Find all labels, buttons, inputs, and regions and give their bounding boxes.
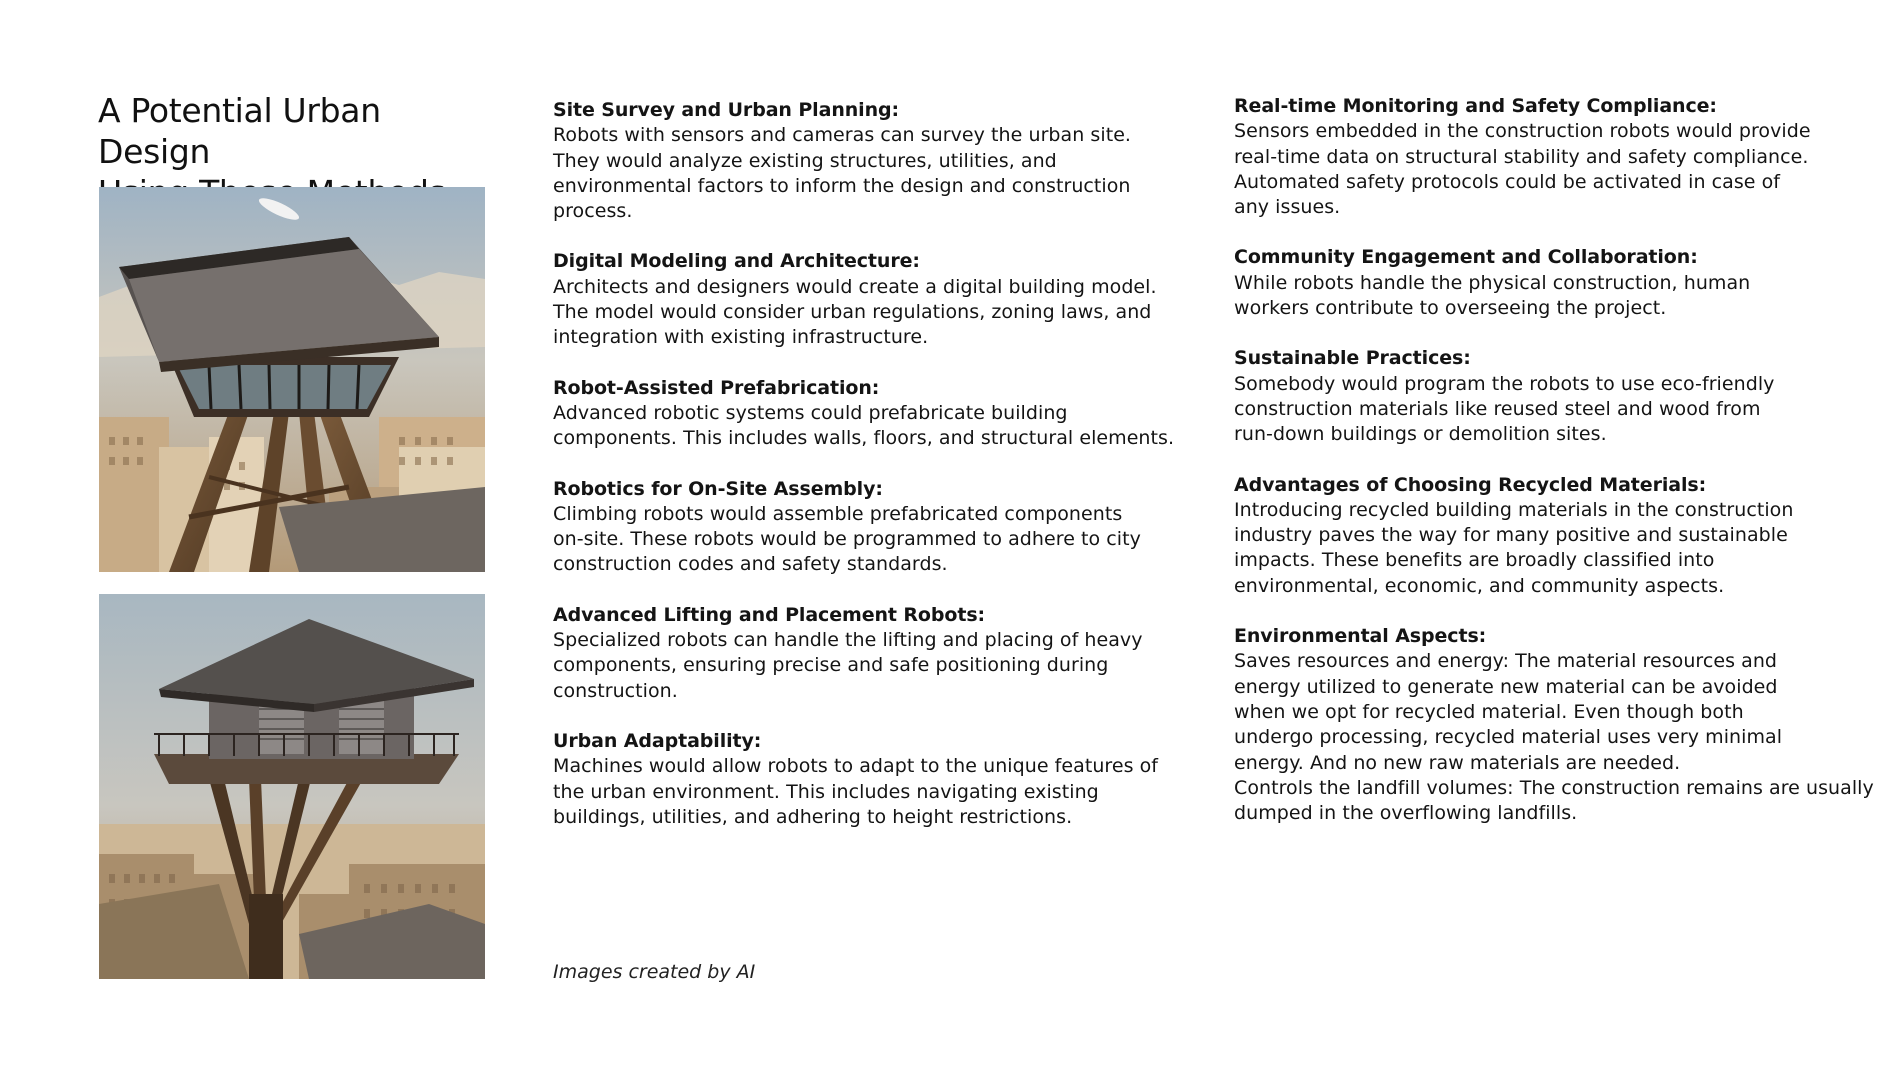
methods-column-right xyxy=(1234,94,1894,851)
building-model-icon xyxy=(99,594,485,979)
section-body-line: buildings, utilities, and adhering to height restrictions. xyxy=(553,805,1073,828)
section-body-line: construction materials like reused steel and wood from xyxy=(1234,397,1761,420)
section-body-line: Specialized robots can handle the lifting and placing of heavy xyxy=(553,629,1143,652)
section-body-line: Saves resources and energy: The material resources and xyxy=(1234,650,1778,673)
section-heading: Robot-Assisted Prefabrication: xyxy=(553,376,880,399)
section-body-line: components. This includes walls, floors, and structural elements. xyxy=(553,427,1175,450)
section-body-line: run-down buildings or demolition sites. xyxy=(1234,423,1607,446)
building-model-icon xyxy=(99,187,485,572)
section-body-line: real-time data on structural stability and safety compliance. xyxy=(1234,145,1809,168)
section-body-line: process. xyxy=(553,200,633,223)
section-body-line: any issues. xyxy=(1234,196,1341,219)
section-heading: Advanced Lifting and Placement Robots: xyxy=(553,603,986,626)
text-section xyxy=(1234,346,1894,447)
section-body-line: the urban environment. This includes navigating existing xyxy=(553,780,1099,803)
section-body-line: Controls the landfill volumes: The construction remains are usually xyxy=(1234,776,1874,799)
text-section xyxy=(553,249,1193,350)
image-credit: Images created by AI xyxy=(553,961,756,983)
section-body-line: on-site. These robots would be programmed to adhere to city xyxy=(553,528,1141,551)
section-body-line: Sensors embedded in the construction robots would provide xyxy=(1234,120,1811,143)
section-heading: Environmental Aspects: xyxy=(1234,625,1487,648)
section-body-line: integration with existing infrastructure. xyxy=(553,326,929,349)
text-section xyxy=(553,376,1193,452)
section-heading: Digital Modeling and Architecture: xyxy=(553,250,920,273)
section-heading: Community Engagement and Collaboration: xyxy=(1234,246,1698,269)
text-section xyxy=(1234,624,1894,826)
section-body-line: energy. And no new raw materials are needed. xyxy=(1234,751,1681,774)
text-section xyxy=(1234,94,1894,220)
section-body-line: Machines would allow robots to adapt to the unique features of xyxy=(553,755,1159,778)
section-body-line: While robots handle the physical construction, human xyxy=(1234,271,1751,294)
section-body-line: when we opt for recycled material. Even though both xyxy=(1234,700,1744,723)
section-heading: Real-time Monitoring and Safety Compliance: xyxy=(1234,95,1717,117)
section-body-line: construction codes and safety standards. xyxy=(553,553,948,576)
elevated-glass-building-model-illustration xyxy=(99,187,485,572)
section-body-line: industry paves the way for many positive and sustainable xyxy=(1234,524,1788,547)
section-body-line: Advanced robotic systems could prefabricate building xyxy=(553,401,1068,424)
section-heading: Site Survey and Urban Planning: xyxy=(553,99,900,121)
text-section xyxy=(1234,245,1894,321)
section-body-line: environmental, economic, and community aspects. xyxy=(1234,574,1725,597)
page-title-line-1: A Potential Urban Design xyxy=(98,91,381,171)
section-body-line: Automated safety protocols could be activated in case of xyxy=(1234,170,1781,193)
text-section xyxy=(553,729,1193,830)
section-body-line: They would analyze existing structures, utilities, and xyxy=(553,149,1057,172)
section-body-line: impacts. These benefits are broadly classified into xyxy=(1234,549,1715,572)
methods-column-middle xyxy=(553,98,1193,855)
text-section xyxy=(553,477,1193,578)
section-heading: Robotics for On-Site Assembly: xyxy=(553,477,883,500)
text-section xyxy=(1234,473,1894,599)
section-body-line: Somebody would program the robots to use eco-friendly xyxy=(1234,372,1775,395)
section-body-line: energy utilized to generate new material can be avoided xyxy=(1234,675,1778,698)
section-body-line: environmental factors to inform the design and construction xyxy=(553,174,1131,197)
section-body-line: Climbing robots would assemble prefabricated components xyxy=(553,502,1123,525)
section-body-line: components, ensuring precise and safe positioning during xyxy=(553,654,1109,677)
section-heading: Advantages of Choosing Recycled Materials: xyxy=(1234,473,1707,496)
stilt-house-model-illustration xyxy=(99,594,485,979)
text-section xyxy=(553,98,1193,224)
section-body-line: dumped in the overflowing landfills. xyxy=(1234,802,1578,825)
section-body-line: Introducing recycled building materials in the construction xyxy=(1234,498,1794,521)
section-body-line: undergo processing, recycled material uses very minimal xyxy=(1234,726,1783,749)
section-body-line: construction. xyxy=(553,679,678,702)
section-body-line: Robots with sensors and cameras can survey the urban site. xyxy=(553,124,1132,147)
section-heading: Urban Adaptability: xyxy=(553,729,762,752)
text-section xyxy=(553,603,1193,704)
section-body-line: The model would consider urban regulations, zoning laws, and xyxy=(553,301,1152,324)
section-heading: Sustainable Practices: xyxy=(1234,347,1471,370)
section-body-line: Architects and designers would create a digital building model. xyxy=(553,275,1157,298)
section-body-line: workers contribute to overseeing the project. xyxy=(1234,297,1667,320)
